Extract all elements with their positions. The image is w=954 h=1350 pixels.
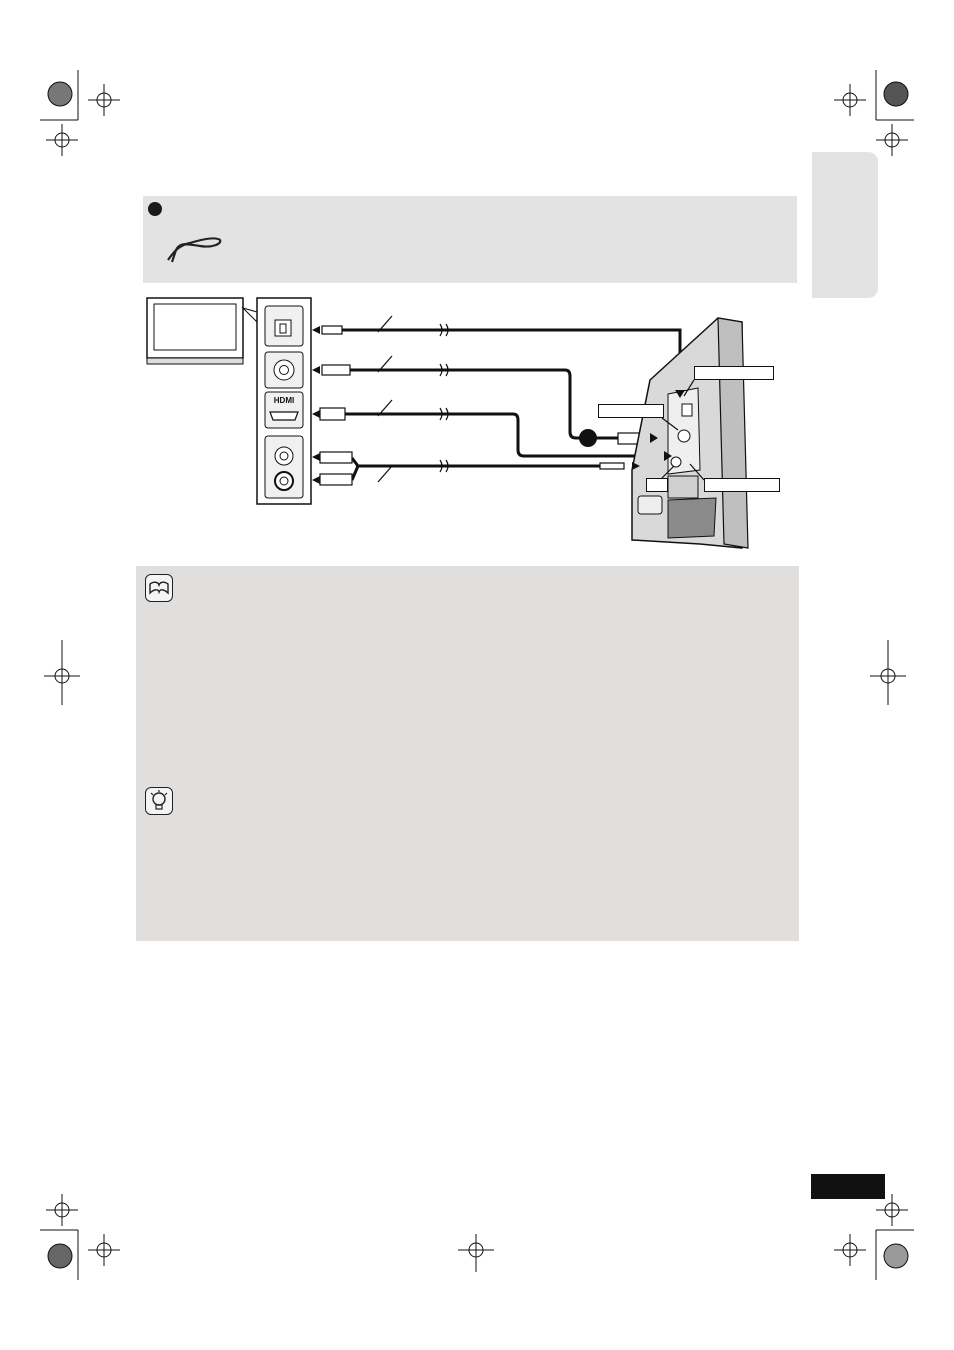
svg-text:HDMI: HDMI xyxy=(273,396,295,405)
tip-bulb-icon xyxy=(145,787,173,815)
note-book-icon xyxy=(145,574,173,602)
notes-panel xyxy=(136,566,799,941)
page-number-badge xyxy=(811,1174,885,1199)
